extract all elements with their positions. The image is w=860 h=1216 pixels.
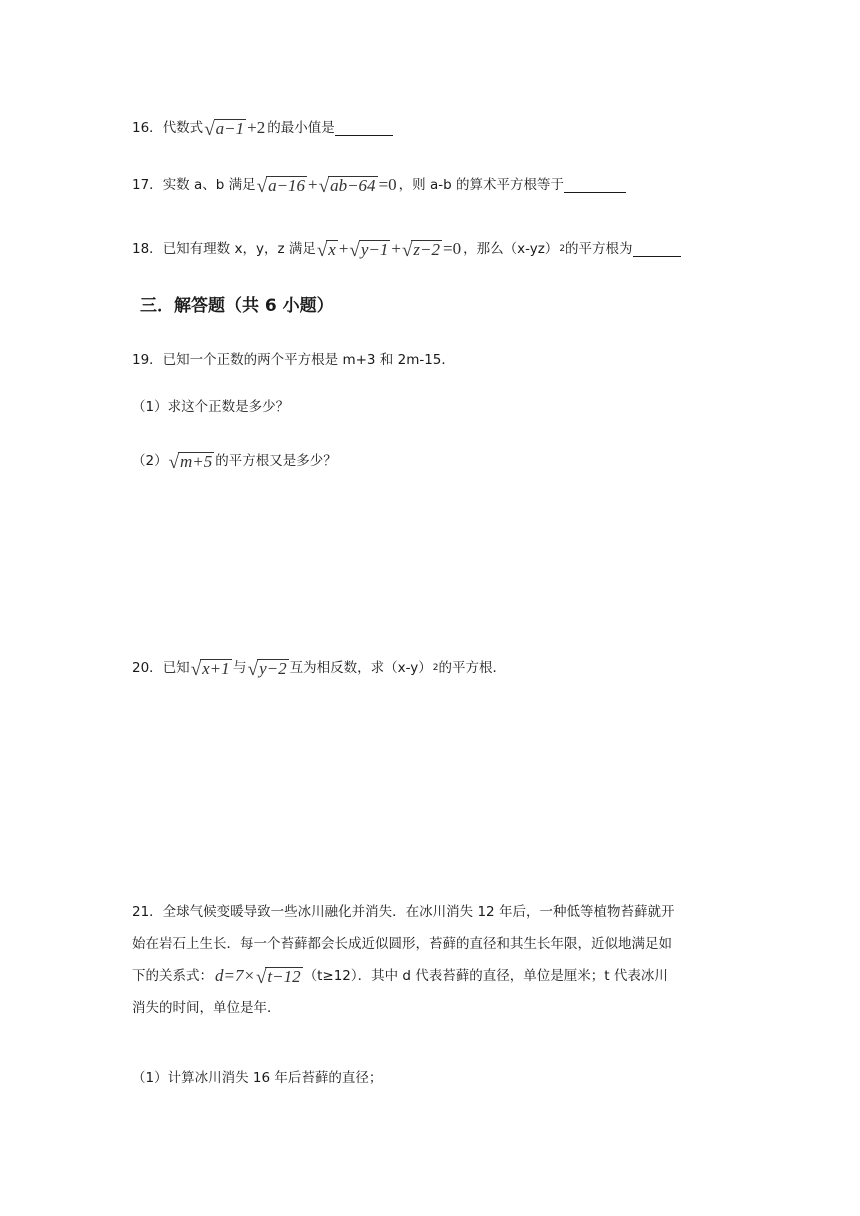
radical: √ y−2 bbox=[247, 658, 287, 680]
radicand: y−1 bbox=[360, 239, 389, 259]
q16-prefix: 代数式 bbox=[162, 120, 204, 136]
q19-part2-label: （2） bbox=[132, 453, 168, 469]
radicand: a−16 bbox=[268, 175, 306, 195]
answer-blank bbox=[564, 177, 626, 193]
question-16 bbox=[132, 115, 393, 141]
q16-suffix: 的最小值是 bbox=[267, 120, 335, 136]
radicand: ab−64 bbox=[330, 175, 376, 195]
radical: √ m+5 bbox=[168, 451, 213, 473]
q18-prefix: 已知有理数 x，y，z 满足 bbox=[162, 241, 316, 257]
superscript: 2 bbox=[432, 663, 439, 673]
radical: √ t−12 bbox=[255, 966, 301, 988]
radical: √ ab−64 bbox=[318, 175, 376, 197]
answer-blank bbox=[633, 241, 681, 257]
plus-sign: + bbox=[338, 239, 349, 258]
q17-number: 17． bbox=[132, 177, 163, 193]
radical: √ y−1 bbox=[349, 239, 389, 261]
q19-part2-text: 的平方根又是多少？ bbox=[215, 453, 337, 469]
q16-number: 16． bbox=[132, 120, 163, 136]
q17-expression bbox=[257, 172, 398, 198]
q21-line-1: 21．全球气候变暖导致一些冰川融化并消失．在冰川消失 12 年后，一种低等植物苔藓就开 bbox=[132, 904, 675, 920]
answer-blank bbox=[335, 120, 393, 136]
radical: √ a−1 bbox=[204, 118, 245, 140]
q17-prefix: 实数 a、b 满足 bbox=[162, 177, 256, 193]
q21-line-3-suffix: （t≥12）．其中 d 代表苔藓的直径，单位是厘米；t 代表冰川 bbox=[303, 968, 668, 984]
radicand: x bbox=[328, 239, 336, 259]
q19-expression bbox=[169, 452, 215, 471]
question-19-part-2 bbox=[132, 448, 337, 474]
q18-expression bbox=[317, 236, 462, 262]
formula-lhs: d=7× bbox=[215, 966, 255, 985]
radicand: y−2 bbox=[259, 658, 287, 678]
question-17 bbox=[132, 172, 626, 198]
radicand: t−12 bbox=[267, 966, 301, 986]
q21-line-4: 消失的时间，单位是年． bbox=[132, 1000, 281, 1016]
radical: √ z−2 bbox=[401, 239, 441, 261]
radical: √ x+1 bbox=[190, 658, 230, 680]
q20-prefix: 已知 bbox=[162, 660, 190, 676]
q16-expression bbox=[204, 115, 266, 141]
q18-suffix: ，那么（x-yz） bbox=[463, 241, 559, 257]
equals-zero: =0 bbox=[378, 175, 397, 194]
q17-suffix: ，则 a-b 的算术平方根等于 bbox=[398, 177, 564, 193]
radicand: x+1 bbox=[202, 658, 230, 678]
q21-line-3-prefix: 下的关系式： bbox=[132, 968, 213, 984]
q18-suffix-2: 的平方根为 bbox=[565, 241, 633, 257]
plus-sign: + bbox=[308, 175, 318, 194]
superscript: 2 bbox=[559, 244, 566, 254]
question-18 bbox=[132, 236, 681, 262]
question-21-part-1: （1）计算冰川消失 16 年后苔藓的直径； bbox=[132, 1070, 383, 1086]
radical: √ a−16 bbox=[256, 175, 306, 197]
radicand: z−2 bbox=[413, 239, 441, 259]
q18-number: 18． bbox=[132, 241, 163, 257]
q20-suffix-2: 的平方根． bbox=[438, 660, 506, 676]
q20-connector: 与 bbox=[232, 660, 247, 676]
q20-number: 20． bbox=[132, 660, 163, 676]
question-19: 19．已知一个正数的两个平方根是 m+3 和 2m-15． bbox=[132, 352, 455, 368]
equals-zero: =0 bbox=[443, 239, 462, 258]
radical: √ x bbox=[316, 239, 336, 261]
q20-suffix: 互为相反数，求（x-y） bbox=[289, 660, 432, 676]
question-19-part-1: （1）求这个正数是多少？ bbox=[132, 399, 290, 415]
plus-sign: + bbox=[391, 239, 401, 258]
q20-expression bbox=[191, 655, 289, 681]
q21-line-2: 始在岩石上生长．每一个苔藓都会长成近似圆形，苔藓的直径和其生长年限，近似地满足如 bbox=[132, 936, 672, 952]
q21-formula bbox=[214, 960, 303, 992]
q21-line-3 bbox=[132, 960, 732, 992]
question-20 bbox=[132, 655, 506, 681]
radicand: a−1 bbox=[215, 118, 245, 138]
q16-addend: +2 bbox=[247, 118, 266, 137]
section-heading: 三．解答题（共 6 小题） bbox=[140, 296, 334, 316]
radicand: m+5 bbox=[180, 451, 213, 471]
question-21 bbox=[132, 896, 732, 1024]
